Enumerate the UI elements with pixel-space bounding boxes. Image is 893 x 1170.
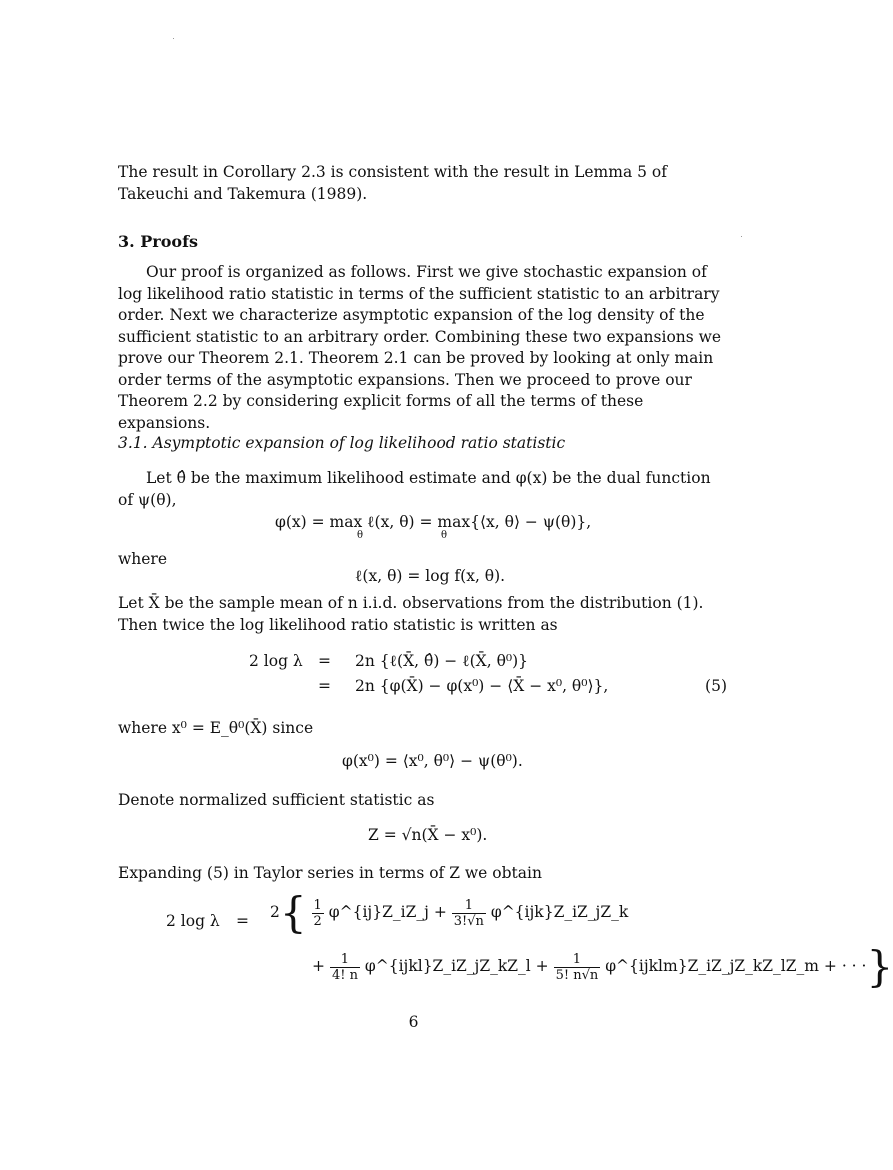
equation-ell-definition: ℓ(x, θ) = log f(x, θ). xyxy=(355,567,506,585)
paragraph-proof-outline: Our proof is organized as follows. First we give stochastic expansion of log likelihood ratio statistic in terms of the sufficient statistic to an arbitrary order. Next we characterize asymptotic expansion of the log density of the sufficient statistic to an arbitrary order. Combining these two expansions we prove our Theorem 2.1. Theorem 2.1 can be proved by looking at only main order terms of the asymptotic expansions. Then we proceed to prove our Theorem 2.2 by considering explicit forms of all the terms of these expansions. xyxy=(118,263,722,432)
fraction-denominator: 3!√n xyxy=(453,913,484,929)
fraction-numerator: 1 xyxy=(330,952,360,968)
fraction-numerator: 1 xyxy=(554,952,601,968)
fraction-denominator: 5! n√n xyxy=(555,967,599,983)
equation-phi-definition xyxy=(275,513,591,532)
fraction-numerator: 1 xyxy=(313,897,322,913)
paragraph-sample-mean: Let X̄ be the sample mean of n i.i.d. observations from the distribution (1). Then twice the log likelihood ratio statistic is written as xyxy=(118,594,704,634)
equation-taylor-line1 xyxy=(270,888,629,937)
page-number: 6 xyxy=(408,1013,419,1031)
fraction-third-order xyxy=(452,898,486,929)
equation-number: (5) xyxy=(705,677,727,695)
equation-max-subscript: θ xyxy=(357,530,364,541)
equation-coefficient: 2 xyxy=(270,903,280,921)
fraction-fourth-order xyxy=(330,952,360,983)
fraction-denominator: 2 xyxy=(313,913,322,929)
right-brace: } xyxy=(866,942,893,991)
fraction-denominator: 4! n xyxy=(331,967,358,983)
scan-speck xyxy=(741,236,742,237)
taylor-term-fourth-order: φ^{ijkl}Z_iZ_jZ_kZ_l + xyxy=(364,957,549,975)
fraction-fifth-order xyxy=(554,952,601,983)
section-heading: 3. Proofs xyxy=(118,232,198,251)
equation-taylor-lhs: 2 log λ xyxy=(166,912,220,930)
paragraph-normalized: Denote normalized sufficient statistic as xyxy=(118,791,435,809)
equation-phi-x0: φ(x⁰) = ⟨x⁰, θ⁰⟩ − ψ(θ⁰). xyxy=(342,752,523,770)
scan-speck xyxy=(173,38,174,39)
equation-taylor-line2 xyxy=(312,942,893,991)
subsection-heading: 3.1. Asymptotic expansion of log likelihood ratio statistic xyxy=(118,434,566,452)
paragraph-where: where xyxy=(118,550,168,568)
taylor-term-third-order: φ^{ijk}Z_iZ_jZ_k xyxy=(490,903,629,921)
paragraph-since: where x⁰ = E_θ⁰(X̄) since xyxy=(118,719,314,737)
equation-text: φ(x) = max ℓ(x, θ) = max{⟨x, θ⟩ − ψ(θ)}, xyxy=(275,513,592,531)
paragraph-mle: Let θ̂ be the maximum likelihood estimate and φ(x) be the dual function of ψ(θ), xyxy=(118,469,711,509)
equation-z-definition: Z = √n(X̄ − x⁰). xyxy=(368,826,488,844)
equation-lr-line2: 2n {φ(X̄) − φ(x⁰) − ⟨X̄ − x⁰, θ⁰⟩}, xyxy=(355,677,609,695)
plus-sign: + xyxy=(312,957,325,975)
fraction-one-half xyxy=(312,898,324,929)
taylor-term-fifth-order: φ^{ijklm}Z_iZ_jZ_kZ_lZ_m + · · · xyxy=(605,957,867,975)
fraction-numerator: 1 xyxy=(452,898,486,914)
equation-taylor-equals: = xyxy=(236,912,249,930)
equation-lr-lhs: 2 log λ xyxy=(249,652,303,670)
equation-lr-equals: = xyxy=(318,677,331,695)
paragraph-taylor: Expanding (5) in Taylor series in terms of Z we obtain xyxy=(118,864,542,882)
equation-lr-equals: = xyxy=(318,652,331,670)
left-brace: { xyxy=(279,888,307,937)
equation-max-subscript: θ xyxy=(441,530,448,541)
paragraph-corollary: The result in Corollary 2.3 is consistent with the result in Lemma 5 of Takeuchi and Takemura (1989). xyxy=(118,163,667,203)
taylor-term-second-order: φ^{ij}Z_iZ_j + xyxy=(328,903,447,921)
equation-lr-line1: 2n {ℓ(X̄, θ̂) − ℓ(X̄, θ⁰)} xyxy=(355,652,529,670)
